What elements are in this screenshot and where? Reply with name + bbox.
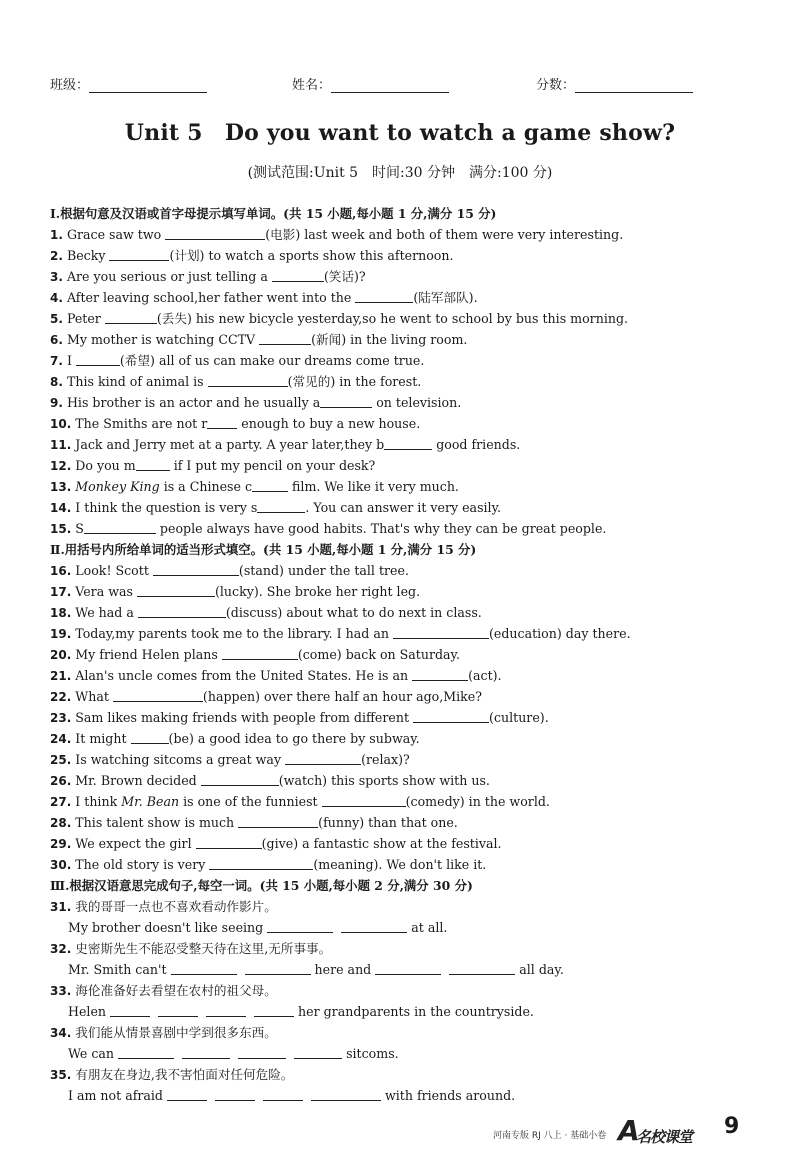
question-number: 24.: [50, 732, 72, 746]
answer-blank[interactable]: [109, 247, 169, 261]
question-17: [50, 581, 770, 602]
question-34-chinese: [50, 1022, 770, 1043]
answer-blank[interactable]: [294, 1045, 342, 1059]
question-italic-title: Mr. Bean: [121, 794, 180, 809]
english-sentence: Mr. Smith can't: [68, 962, 171, 977]
question-number: 32.: [50, 942, 72, 956]
question-13: [50, 476, 770, 497]
question-hint: (陆军部队).: [413, 290, 478, 305]
question-text: Today,my parents took me to the library. I had an: [75, 626, 393, 641]
answer-blank[interactable]: [238, 1045, 286, 1059]
question-number: 34.: [50, 1026, 72, 1040]
english-sentence: I am not afraid: [68, 1088, 167, 1103]
name-label: 姓名：: [292, 78, 332, 93]
answer-blank[interactable]: [267, 919, 333, 933]
answer-blank[interactable]: [322, 793, 406, 807]
question-15: [50, 518, 770, 539]
question-text: Alan's uncle comes from the United States. He is an: [75, 668, 413, 683]
answer-blank[interactable]: [167, 1087, 207, 1101]
chinese-sentence: 史密斯先生不能忍受整天待在这里,无所事事。: [75, 941, 332, 956]
page-number: 9: [724, 1114, 740, 1139]
answer-blank[interactable]: [375, 961, 441, 975]
question-hint: (lucky). She broke her right leg.: [214, 584, 421, 599]
question-34-english: [50, 1043, 770, 1064]
question-hint: (come) back on Saturday.: [297, 647, 460, 662]
question-number: 1.: [50, 228, 63, 242]
question-hint: if I put my pencil on your desk?: [169, 458, 376, 473]
answer-blank[interactable]: [105, 310, 157, 324]
question-hint: (funny) than that one.: [318, 815, 458, 830]
question-number: 28.: [50, 816, 72, 830]
class-label: 班级：: [50, 78, 90, 93]
question-text: What: [75, 689, 113, 704]
question-4: [50, 287, 770, 308]
answer-blank[interactable]: [110, 1003, 150, 1017]
question-text: His brother is an actor and he usually a: [66, 395, 321, 410]
question-hint: (relax)?: [361, 752, 410, 767]
answer-blank[interactable]: [238, 814, 318, 828]
question-number: 31.: [50, 900, 72, 914]
question-number: 10.: [50, 417, 72, 431]
question-23: [50, 707, 770, 728]
test-scope: (测试范围:Unit 5 时间:30 分钟 满分:100 分): [247, 165, 553, 181]
answer-blank[interactable]: [263, 1087, 303, 1101]
question-hint: (comedy) in the world.: [405, 794, 550, 809]
student-info-row: [50, 74, 740, 98]
class-blank[interactable]: [89, 76, 207, 93]
answer-blank[interactable]: [84, 520, 156, 534]
name-blank[interactable]: [331, 76, 449, 93]
question-number: 18.: [50, 606, 72, 620]
question-text: The Smiths are not r: [75, 416, 208, 431]
question-33-chinese: [50, 980, 770, 1001]
question-number: 20.: [50, 648, 72, 662]
question-italic-title: Monkey King: [75, 479, 160, 494]
question-number: 7.: [50, 354, 63, 368]
answer-blank[interactable]: [254, 1003, 294, 1017]
page-title: Unit 5 Do you want to watch a game show?: [124, 120, 676, 146]
score-field: [536, 74, 693, 93]
question-26: [50, 770, 770, 791]
question-number: 21.: [50, 669, 72, 683]
answer-blank[interactable]: [259, 331, 311, 345]
question-32-english: [50, 959, 770, 980]
question-number: 35.: [50, 1068, 72, 1082]
question-hint: (give) a fantastic show at the festival.: [261, 836, 502, 851]
question-number: 8.: [50, 375, 63, 389]
section-3-heading: Ⅲ.根据汉语意思完成句子,每空一词。(共 15 小题,每小题 2 分,满分 30 分): [50, 878, 473, 893]
question-number: 2.: [50, 249, 63, 263]
chinese-sentence: 我们能从情景喜剧中学到很多东西。: [75, 1025, 277, 1040]
question-hint: (新闻) in the living room.: [311, 332, 468, 347]
question-hint: (watch) this sports show with us.: [278, 773, 490, 788]
chinese-sentence: 有朋友在身边,我不害怕面对任何危险。: [75, 1067, 294, 1082]
question-text: Becky: [66, 248, 110, 263]
question-hint: (笑话)?: [323, 269, 366, 284]
question-2: [50, 245, 770, 266]
section-1-heading: Ⅰ.根据句意及汉语或首字母提示填写单词。(共 15 小题,每小题 1 分,满分 15 分): [50, 206, 497, 221]
question-10: [50, 413, 770, 434]
page-footer: [0, 1114, 800, 1148]
section-2-heading: Ⅱ.用括号内所给单词的适当形式填空。(共 15 小题,每小题 1 分,满分 15 分): [50, 542, 477, 557]
english-sentence: Helen: [68, 1004, 111, 1019]
answer-blank[interactable]: [158, 1003, 198, 1017]
english-sentence-end: sitcoms.: [342, 1046, 399, 1061]
question-30: [50, 854, 770, 875]
question-hint: (电影) last week and both of them were very interesting.: [265, 227, 624, 242]
english-sentence-end: all day.: [515, 962, 564, 977]
question-9: [50, 392, 770, 413]
question-number: 12.: [50, 459, 72, 473]
question-number: 29.: [50, 837, 72, 851]
exercise-content: [50, 203, 770, 1106]
question-number: 3.: [50, 270, 63, 284]
question-hint: (meaning). We don't like it.: [313, 857, 487, 872]
answer-blank[interactable]: [207, 415, 237, 429]
question-hint: (常见的) in the forest.: [287, 374, 422, 389]
question-number: 4.: [50, 291, 63, 305]
answer-blank[interactable]: [118, 1045, 174, 1059]
question-hint: (happen) over there half an hour ago,Mike?: [202, 689, 483, 704]
question-hint: (culture).: [489, 710, 549, 725]
answer-blank[interactable]: [311, 1087, 381, 1101]
question-12: [50, 455, 770, 476]
answer-blank[interactable]: [413, 709, 489, 723]
answer-blank[interactable]: [355, 289, 413, 303]
question-number: 26.: [50, 774, 72, 788]
question-text: Mr. Brown decided: [75, 773, 201, 788]
answer-blank[interactable]: [208, 373, 288, 387]
answer-blank[interactable]: [257, 499, 305, 513]
question-hint: enough to buy a new house.: [237, 416, 421, 431]
question-text: Grace saw two: [66, 227, 166, 242]
question-number: 5.: [50, 312, 63, 326]
question-24: [50, 728, 770, 749]
question-11: [50, 434, 770, 455]
question-7: [50, 350, 770, 371]
question-22: [50, 686, 770, 707]
question-number: 13.: [50, 480, 72, 494]
score-label: 分数：: [536, 78, 576, 93]
question-text: is a Chinese c: [159, 479, 253, 494]
question-text: Is watching sitcoms a great way: [75, 752, 286, 767]
question-text: Peter: [66, 311, 105, 326]
question-1: [50, 224, 770, 245]
question-text: After leaving school,her father went into the: [66, 290, 356, 305]
answer-blank[interactable]: [113, 688, 203, 702]
question-29: [50, 833, 770, 854]
question-text: I: [66, 353, 76, 368]
question-hint: people always have good habits. That's why they can be great people.: [155, 521, 607, 536]
question-25: [50, 749, 770, 770]
answer-blank[interactable]: [76, 352, 120, 366]
question-6: [50, 329, 770, 350]
answer-blank[interactable]: [252, 478, 288, 492]
answer-blank[interactable]: [171, 961, 237, 975]
answer-blank[interactable]: [196, 835, 262, 849]
question-hint: good friends.: [432, 437, 521, 452]
answer-blank[interactable]: [165, 226, 265, 240]
question-text: We had a: [75, 605, 138, 620]
question-number: 23.: [50, 711, 72, 725]
question-14: [50, 497, 770, 518]
answer-blank[interactable]: [320, 394, 372, 408]
question-text: My friend Helen plans: [75, 647, 222, 662]
english-sentence-mid: here and: [310, 962, 376, 977]
question-hint: (丢失) his new bicycle yesterday,so he went to school by bus this morning.: [156, 311, 629, 326]
question-text: I think the question is very s: [75, 500, 258, 515]
answer-blank[interactable]: [449, 961, 515, 975]
question-hint: (计划) to watch a sports show this afternoon.: [169, 248, 454, 263]
question-16: [50, 560, 770, 581]
answer-blank[interactable]: [215, 1087, 255, 1101]
answer-blank[interactable]: [209, 856, 313, 870]
answer-blank[interactable]: [206, 1003, 246, 1017]
question-number: 9.: [50, 396, 63, 410]
chinese-sentence: 海伦准备好去看望在农村的祖父母。: [75, 983, 277, 998]
english-sentence-end: at all.: [407, 920, 448, 935]
answer-blank[interactable]: [136, 457, 170, 471]
question-18: [50, 602, 770, 623]
question-hint: (希望) all of us can make our dreams come true.: [119, 353, 425, 368]
name-field: [292, 74, 449, 93]
answer-blank[interactable]: [138, 604, 226, 618]
question-20: [50, 644, 770, 665]
question-hint: . You can answer it very easily.: [305, 500, 502, 515]
answer-blank[interactable]: [393, 625, 489, 639]
answer-blank[interactable]: [384, 436, 432, 450]
answer-blank[interactable]: [182, 1045, 230, 1059]
edition-label: 河南专版 RJ 八上 · 基础小卷: [493, 1131, 607, 1141]
question-number: 19.: [50, 627, 72, 641]
question-19: [50, 623, 770, 644]
question-text: Do you m: [75, 458, 136, 473]
english-sentence-end: with friends around.: [380, 1088, 516, 1103]
answer-blank[interactable]: [201, 772, 279, 786]
question-number: 15.: [50, 522, 72, 536]
chinese-sentence: 我的哥哥一点也不喜欢看动作影片。: [75, 899, 277, 914]
question-8: [50, 371, 770, 392]
answer-blank[interactable]: [153, 562, 239, 576]
question-number: 25.: [50, 753, 72, 767]
question-number: 17.: [50, 585, 72, 599]
question-text: This talent show is much: [75, 815, 239, 830]
question-hint: (be) a good idea to go there by subway.: [168, 731, 420, 746]
question-text: This kind of animal is: [66, 374, 208, 389]
publisher-logo: [618, 1114, 718, 1147]
question-32-chinese: [50, 938, 770, 959]
question-28: [50, 812, 770, 833]
question-number: 33.: [50, 984, 72, 998]
question-hint: (act).: [468, 668, 502, 683]
question-text: Look! Scott: [75, 563, 153, 578]
english-sentence: My brother doesn't like seeing: [68, 920, 268, 935]
question-text: My mother is watching CCTV: [66, 332, 260, 347]
answer-blank[interactable]: [412, 667, 468, 681]
question-text: Jack and Jerry met at a party. A year later,they b: [75, 437, 385, 452]
question-text: We expect the girl: [75, 836, 196, 851]
question-number: 16.: [50, 564, 72, 578]
question-text: It might: [75, 731, 131, 746]
question-21: [50, 665, 770, 686]
answer-blank[interactable]: [131, 730, 169, 744]
question-number: 14.: [50, 501, 72, 515]
question-number: 22.: [50, 690, 72, 704]
question-33-english: [50, 1001, 770, 1022]
question-text-2: is one of the funniest: [179, 794, 322, 809]
question-number: 30.: [50, 858, 72, 872]
question-text: Are you serious or just telling a: [66, 269, 272, 284]
question-hint: (stand) under the tall tree.: [238, 563, 409, 578]
logo-letter: A: [618, 1114, 640, 1147]
question-text: Sam likes making friends with people from different: [75, 710, 414, 725]
english-sentence-end: her grandparents in the countryside.: [294, 1004, 534, 1019]
question-35-english: [50, 1085, 770, 1106]
question-27: [50, 791, 770, 812]
answer-blank[interactable]: [272, 268, 324, 282]
question-hint: (education) day there.: [488, 626, 631, 641]
answer-blank[interactable]: [222, 646, 298, 660]
question-35-chinese: [50, 1064, 770, 1085]
answer-blank[interactable]: [137, 583, 215, 597]
question-text: Vera was: [75, 584, 137, 599]
question-text: I think: [75, 794, 122, 809]
answer-blank[interactable]: [341, 919, 407, 933]
logo-text: 名校课堂: [636, 1128, 693, 1146]
question-number: 11.: [50, 438, 72, 452]
question-5: [50, 308, 770, 329]
question-hint: (discuss) about what to do next in class.: [225, 605, 482, 620]
question-text: S: [75, 521, 84, 536]
question-hint: on television.: [372, 395, 462, 410]
question-hint: film. We like it very much.: [288, 479, 459, 494]
class-field: [50, 74, 207, 93]
answer-blank[interactable]: [245, 961, 311, 975]
question-text: The old story is very: [75, 857, 210, 872]
score-blank[interactable]: [575, 76, 693, 93]
question-3: [50, 266, 770, 287]
answer-blank[interactable]: [285, 751, 361, 765]
english-sentence: We can: [68, 1046, 119, 1061]
question-number: 27.: [50, 795, 72, 809]
question-31-english: [50, 917, 770, 938]
question-number: 6.: [50, 333, 63, 347]
question-31-chinese: [50, 896, 770, 917]
